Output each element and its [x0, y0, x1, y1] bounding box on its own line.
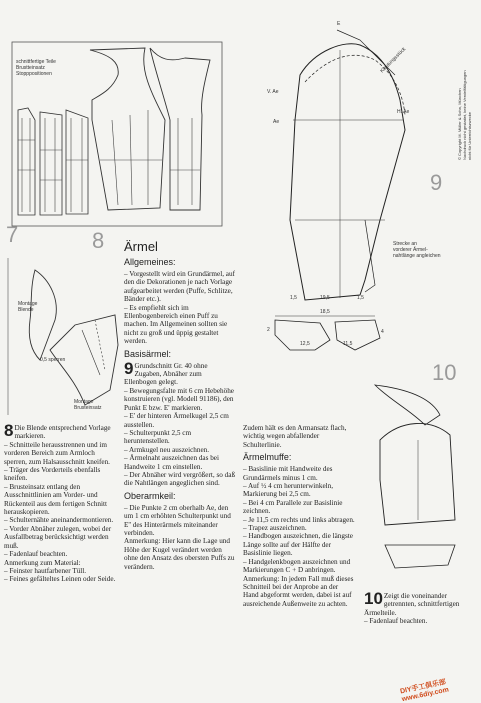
- col1-p8: Anmerkung zum Material:: [4, 558, 81, 567]
- measure-1-5: 1,5: [290, 295, 297, 301]
- aermel-b6: – Ärmelnaht auszeichnen das bei Handweite 1 cm einstellen.: [124, 454, 219, 471]
- aermel-allgemeines: Allgemeines:: [124, 257, 176, 267]
- text-column-fig8: [4, 421, 116, 584]
- label-montage-1: Montage: [18, 301, 38, 307]
- col4-p2: – Fadenlauf beachten.: [364, 617, 428, 626]
- col3-m8: Anmerkung: In jedem Fall muß dieses Schnitteil bei der Anprobe an der Hand abgeformt werden, dabei ist auf ausreichende Außenweite zu achten.: [243, 574, 354, 608]
- aermel-p1: – Vorgestellt wird ein Grundärmel, auf den die Dekorationen je nach Vorlage aufgearbeitet werden (Puffe, Schlitze, Bänder etc.).: [124, 270, 235, 304]
- figure-number-7: 7: [6, 222, 19, 247]
- label-stern: Kleidungsstück: [379, 46, 408, 75]
- col1-p1: Die Blende entsprechend Vorlage markieren.: [14, 424, 111, 441]
- separated-sleeve-drawing: [360, 380, 475, 580]
- col3-m1: – Basislinie mit Handweite des Grundärmels minus 1 cm.: [243, 465, 333, 482]
- col1-p7: – Fadenlauf beachten.: [4, 550, 68, 559]
- aermel-b2: – Bewegungsfalte mit 6 cm Hebehöhe konstruieren (vgl. Modell 91186), den Punkt E bzw. E' markieren.: [124, 386, 234, 412]
- label-blende: Blende: [18, 307, 34, 313]
- col1-p4: – Brusteinsatz entlang den Ausschnittlinien am Vorder- und Rückenteil aus dem fertigen Schnitt herauskopieren.: [4, 482, 107, 517]
- copyright-line-3: nicht für Unterrichtszwecke: [467, 111, 472, 160]
- label-montage-2: Montage: [74, 399, 94, 405]
- blende-pattern-drawing: [0, 250, 125, 420]
- watermark-footer: DIY手工倶乐部 www.6diy.com: [399, 678, 450, 703]
- measure-19-5: 19,5: [320, 295, 330, 301]
- aermel-b7: – Der Abnäher wird vergrößert, so daß die Nahtlängen angeglichen sind.: [124, 470, 236, 488]
- measure-11-5: 11,5: [343, 341, 353, 347]
- text-column-muffe: [243, 424, 355, 608]
- col3-m4: – Je 11,5 cm rechts und links abtragen.: [243, 515, 355, 524]
- measure-4: 4: [381, 329, 384, 335]
- measure-18-5: 18,5: [320, 309, 330, 315]
- text-column-aermel: [124, 236, 236, 571]
- figure-8-pattern: [0, 250, 125, 420]
- figure-number-8: 8: [92, 228, 105, 253]
- pattern-label-3: Stopppositionen: [16, 71, 52, 77]
- label-strecke-3: nahtlänge angleichen: [393, 253, 441, 259]
- aermel-b4: – Schulterpunkt 2,5 cm heruntenstellen.: [124, 428, 192, 446]
- figure-7-pattern: [0, 0, 240, 230]
- measure-12-5: 12,5: [300, 341, 310, 347]
- aermel-b3: – E' der hinteren Ärmelkugel 2,5 cm ausstellen.: [124, 412, 229, 429]
- figure-number-9: 9: [430, 170, 443, 195]
- col1-p3: – Träger des Vorderteils ebenfalls kneifen.: [4, 466, 101, 483]
- muffe-heading: Ärmelmuffe:: [243, 452, 292, 463]
- figure-number-10: 10: [432, 360, 457, 385]
- col4-p1: Zeigt die voneinander getrennten, schnittfertigen Ärmelteile.: [364, 592, 460, 617]
- col1-p10: – Feines gefälteltes Leinen oder Seide.: [4, 575, 116, 584]
- label-strecke-1: Strecke an: [393, 241, 417, 247]
- aermel-basis-heading: Basisärmel:: [124, 348, 172, 359]
- col3-m6: – Handbogen auszeichnen, die längste Länge sollte auf der Hälfte der Basislinie liegen.: [243, 532, 353, 558]
- col3-p1: Zudem hält es den Armansatz flach, wichtig wegen abfallender Schulterlinie.: [243, 424, 347, 449]
- pattern-label-2: Brustteinsatz: [16, 65, 45, 71]
- step-number-10: 10: [364, 589, 383, 608]
- label-brusteinsatz: Brusteinsatz: [74, 405, 102, 411]
- col1-p5: – Schulternähte aneinandermontieren.: [4, 516, 114, 525]
- text-column-fig10: [364, 589, 476, 626]
- aermel-p2: – Es empfiehlt sich im Ellenbogenbereich einen Puff zu machen. Im Allgemeinen sollten sie nicht zu groß und üppig gestaltet werden.: [124, 303, 228, 346]
- pattern-label-1: schnittfertige Teile: [16, 59, 56, 65]
- aermel-b1: Grundschnitt Gr. 40 ohne Zugaben, Abnäher zum Ellenbogen gelegt.: [124, 361, 208, 387]
- bodice-pattern-drawing: [0, 0, 240, 230]
- col1-p6: – Vorder Abnäher zulegen, wobei der Ausfallbetrag berücksichtigt werden muß.: [4, 524, 112, 550]
- measure-1-5b: 1,5: [357, 295, 364, 301]
- copyright-line-2: Nachdruck nicht gestattet, keine Vervielfältigungen: [462, 70, 467, 160]
- label-strecke-2: vorderer Ärmel-: [393, 247, 428, 253]
- col3-m2: – Auf ½ 4 cm herunterwinkeln, Markierung bei 2,5 cm.: [243, 482, 334, 499]
- aermel-o1: – Die Punkte 2 cm oberhalb Ae, den um 1 cm erhöhten Schulterpunkt und E'' des Hinterärmels miteinander verbinden.: [124, 503, 231, 537]
- label-v-ae: V. Ae: [267, 89, 279, 95]
- col3-m7: – Handgelenkbogen auszeichnen und Markierungen C + D anbringen.: [243, 557, 351, 575]
- copyright-line-1: © Copyright M. Müller & Sohn, München: [457, 88, 462, 160]
- label-h-ae: H. Ae: [397, 109, 410, 115]
- label-ae: Ae: [273, 119, 280, 125]
- aermel-title: Ärmel: [124, 239, 158, 254]
- col3-m5: – Trapez auszeichnen.: [243, 524, 307, 533]
- copyright-block: [457, 60, 472, 170]
- aermel-o2: Anmerkung: Hier kann die Lage und Höhe der Kugel verändert werden ohne den Ansatz des obersten Puffs zu verändern.: [124, 537, 235, 571]
- label-sperren: 0,5 sperren: [40, 357, 66, 363]
- figure-10-pattern: [360, 380, 475, 580]
- col1-p9: – Feinster hautfarbener Tüll.: [4, 566, 87, 575]
- aermel-oberarmkeil-heading: Oberarmkeil:: [124, 490, 176, 501]
- col3-m3: – Bei 4 cm Parallele zur Basislinie zeichnen.: [243, 498, 343, 516]
- measure-2: 2: [267, 327, 270, 333]
- aermel-b5: – Armkugel neu auszeichnen.: [124, 445, 210, 454]
- step-number-8: 8: [4, 421, 14, 440]
- step-number-9: 9: [124, 358, 134, 378]
- col1-p2: – Schnitteile herausstrennen und im vorderen Bereich zum Armloch sperren, zum Halsausschnitt kneifen.: [4, 440, 110, 466]
- label-e: E: [337, 21, 341, 27]
